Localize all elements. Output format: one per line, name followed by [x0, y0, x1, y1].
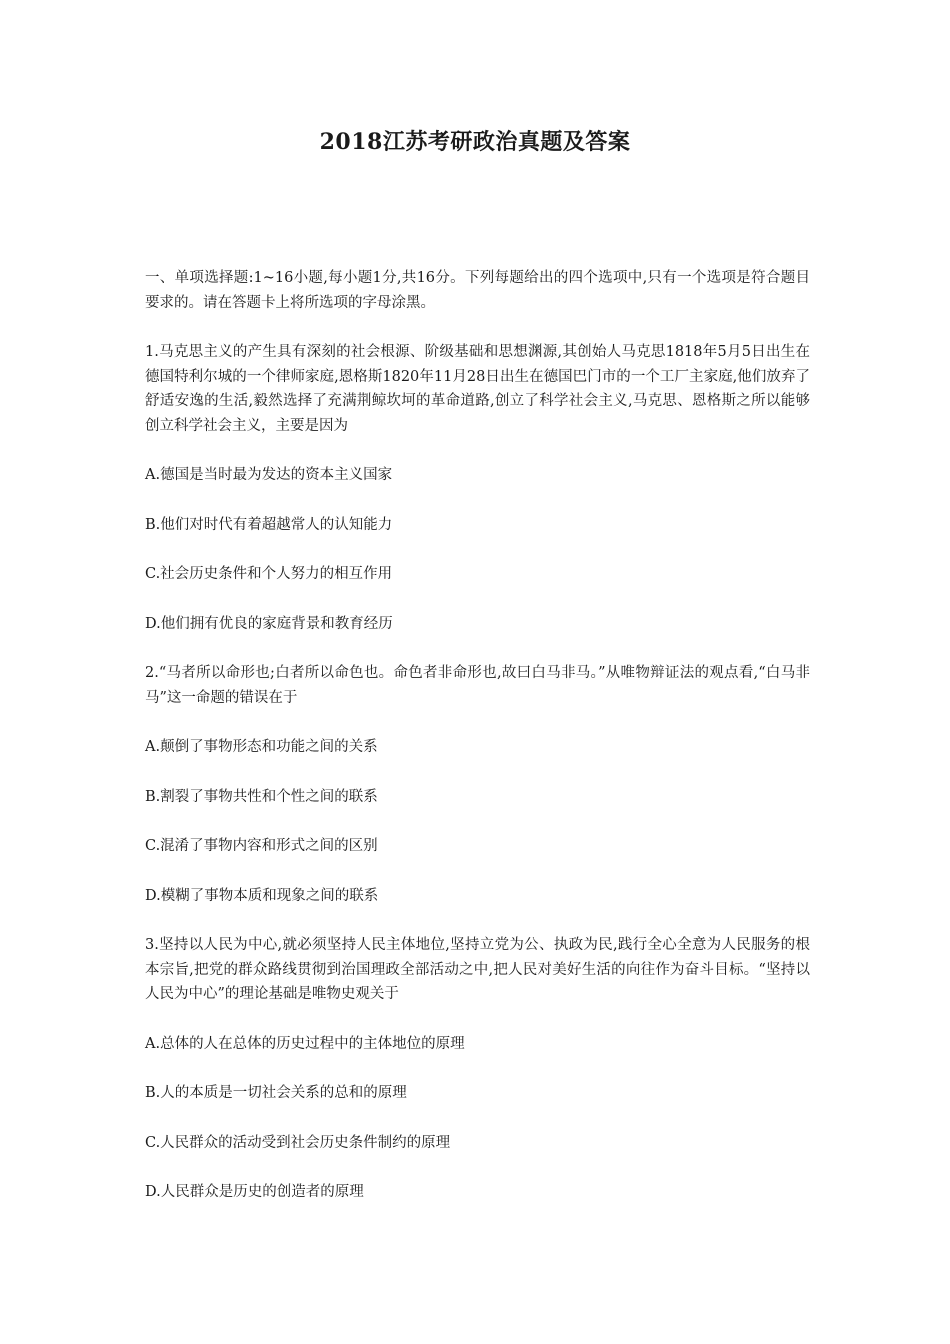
- option-d: D.模糊了事物本质和现象之间的联系: [145, 887, 379, 904]
- question-3: [145, 933, 810, 1205]
- question-stem: 2.“马者所以命形也;白者所以命色也。命色者非命形也,故曰白马非马。”从唯物辩证法的观点看,“白马非马”这一命题的错误在于: [145, 665, 810, 706]
- option-a: A.德国是当时最为发达的资本主义国家: [145, 467, 393, 483]
- document-title: 2018江苏考研政治真题及答案: [319, 129, 631, 155]
- question-stem: 1.马克思主义的产生具有深刻的社会根源、阶级基础和思想渊源,其创始人马克思1818年5月5日出生在德国特利尔城的一个律师家庭,恩格斯1820年11月28日出生在德国巴门市的一个工厂主家庭,他们放弃了舒适安逸的生活,毅然选择了充满荆鲸坎坷的革命道路,创立了科学社会主义,马克思、恩格斯之所以能够创立科学社会主义，主要是因为: [145, 344, 810, 434]
- question-1: [145, 340, 810, 636]
- option-b: B.人的本质是一切社会关系的总和的原理: [145, 1085, 407, 1101]
- option-c: C.社会历史条件和个人努力的相互作用: [145, 566, 393, 582]
- option-a: A.颠倒了事物形态和功能之间的关系: [145, 739, 378, 755]
- option-d: D.他们拥有优良的家庭背景和教育经历: [145, 615, 393, 632]
- section-intro: 一、单项选择题:1~16小题,每小题1分,共16分。下列每题给出的四个选项中,只有一个选项是符合题目要求的。请在答题卡上将所选项的字母涂黑。: [145, 270, 810, 311]
- document-body: [145, 266, 810, 1230]
- option-d: D.人民群众是历史的创造者的原理: [145, 1184, 364, 1200]
- option-c: C.混淆了事物内容和形式之间的区别: [145, 838, 378, 854]
- question-stem: 3.坚持以人民为中心,就必须坚持人民主体地位,坚持立党为公、执政为民,践行全心全意为人民服务的根本宗旨,把党的群众路线贯彻到治国理政全部活动之中,把人民对美好生活的向往作为奋斗目标。“坚持以人民为中心”的理论基础是唯物史观关于: [145, 937, 810, 1002]
- question-2: [145, 661, 810, 908]
- option-b: B.割裂了事物共性和个性之间的联系: [145, 788, 378, 805]
- option-c: C.人民群众的活动受到社会历史条件制约的原理: [145, 1134, 451, 1151]
- option-b: B.他们对时代有着超越常人的认知能力: [145, 516, 393, 533]
- option-a: A.总体的人在总体的历史过程中的主体地位的原理: [145, 1035, 465, 1052]
